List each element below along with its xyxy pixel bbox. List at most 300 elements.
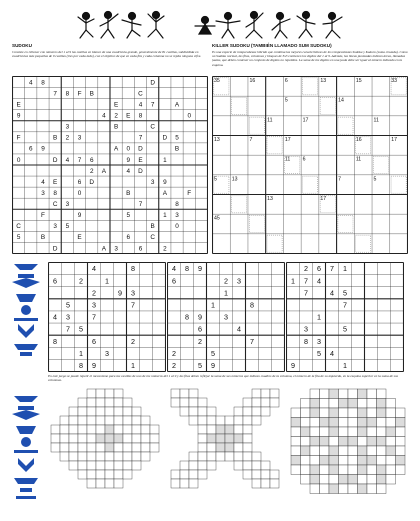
puzzle-cell [377,389,387,399]
grid-cell-value: 3 [65,201,70,209]
grid-cell-value: 4 [29,79,33,87]
puzzle-cell [252,407,261,416]
puzzle-cell [96,416,105,425]
puzzle-cell [367,427,377,437]
puzzle-cell [96,389,105,398]
puzzle-cell [243,452,252,461]
grid-cell-value: 4 [237,324,241,334]
grid-cell-value: B [40,234,46,242]
grid-cell-value: 0 [126,145,131,153]
puzzle-cell [60,425,69,434]
puzzle-cell [96,425,105,434]
puzzle-cell [132,407,141,416]
puzzle-cell [339,475,349,485]
puzzle-cell [301,437,311,447]
puzzle-cell [180,479,189,488]
grid-cell-value: 9 [16,112,21,120]
puzzle-cell [123,470,132,479]
puzzle-cell [78,452,87,461]
puzzle-cell [329,399,339,409]
puzzle-cell [270,479,279,488]
puzzle-cell [78,461,87,470]
grid-cell-value: E [53,178,58,186]
grid-cell-value: 1 [343,264,347,274]
grid-cell-value: F [187,189,192,197]
puzzle-cell [377,484,387,494]
grid-cell-value: 9 [41,145,45,153]
puzzle-cell [386,437,396,447]
ninja-figure-1 [78,13,94,39]
grid-cell-value: 3 [224,312,228,322]
puzzle-cell [367,484,377,494]
puzzle-cell [114,416,123,425]
puzzle-cell [69,461,78,470]
puzzle-cell [132,416,141,425]
puzzle-cell [367,446,377,456]
puzzle-cell [386,465,396,475]
grid-cell-value: A [113,145,119,153]
grid-cell-value: 7 [77,156,82,164]
puzzle-cell [377,465,387,475]
grid-cell-value: C [150,123,155,131]
puzzle-cell [78,398,87,407]
shape-puzzle-left [50,388,160,500]
puzzle-cell [60,416,69,425]
puzzle-cell [270,389,279,398]
puzzle-cell [348,475,358,485]
grid-cell-value: 7 [343,300,347,310]
grid-cell-value: 1 [105,276,109,286]
puzzle-cell [339,484,349,494]
puzzle-cell [252,479,261,488]
puzzle-cell [234,416,243,425]
grid-cell-value: 3 [317,336,321,346]
puzzle-cell [225,434,234,443]
puzzle-cell [198,470,207,479]
grid-cell-value: 2 [224,276,228,286]
puzzle-cell [291,465,301,475]
grid-cell-value: 4 [330,288,334,298]
puzzle-cell [78,425,87,434]
grid-cell-value: 4 [65,156,70,164]
puzzle-cell [329,465,339,475]
puzzle-cell [198,416,207,425]
grid-cell-value: E [126,112,131,120]
puzzle-cell [348,456,358,466]
puzzle-cell [252,452,261,461]
puzzle-cell [301,418,311,428]
grid-cell-value: 2 [172,361,176,371]
puzzle-cell [225,443,234,452]
grid-cell-value: 2 [92,288,96,298]
cage-sum: 7 [338,176,341,183]
puzzle-cell [348,465,358,475]
grid-cell-value: 1 [224,288,228,298]
puzzle-cell [348,484,358,494]
cage-sum: 13 [267,196,273,202]
puzzle-cell [367,456,377,466]
puzzle-cell [216,416,225,425]
grid-cell-value: 7 [330,264,334,274]
puzzle-cell [367,437,377,447]
puzzle-cell [310,437,320,447]
grid-cell-value: 1 [163,156,167,164]
cage-sum: 7 [249,137,253,143]
puzzle-cell [358,475,368,485]
puzzle-cell [396,456,406,466]
grid-cell-value: 0 [175,223,179,231]
puzzle-cell [87,407,96,416]
puzzle-cell [189,461,198,470]
grid-cell-value: 7 [53,90,57,98]
puzzle-cell [329,484,339,494]
grid-cell-value: 4 [41,178,45,186]
cage-sum: 45 [214,215,220,222]
puzzle-cell [386,399,396,409]
puzzle-cell [386,418,396,428]
puzzle-cell [329,427,339,437]
puzzle-cell [291,427,301,437]
grid-cell-value: 2 [198,336,202,346]
grid-cell-value: 6 [172,276,176,286]
grid-cell-value: A [101,167,107,175]
grid-cell-value: 9 [163,178,167,186]
grid-cell-value: D [52,156,58,164]
puzzle-cell [310,427,320,437]
grid-cell-value: 6 [198,324,202,334]
puzzle-cell [78,443,87,452]
grid-cell-value: 3 [105,348,109,358]
puzzle-cell [87,434,96,443]
puzzle-cell [367,399,377,409]
grid-cell-value: 8 [41,79,45,87]
puzzle-cell [180,461,189,470]
puzzle-cell [114,479,123,488]
puzzle-cell [367,389,377,399]
grid-cell-value: D [138,167,143,175]
puzzle-cell [105,398,114,407]
puzzle-cell [320,475,330,485]
grid-cell-value: 6 [317,264,321,274]
puzzle-cell [252,389,261,398]
puzzle-cell [243,407,252,416]
puzzle-cell [234,407,243,416]
grid-cell-value: 4 [317,276,321,286]
grid-cell-value: F [41,212,45,220]
puzzle-cell [252,416,261,425]
puzzle-cell [396,437,406,447]
cage-sum: 13 [320,78,327,84]
grid-cell-value: 3 [41,189,45,197]
puzzle-cell [51,425,60,434]
hex-sudoku-grid [12,76,208,254]
puzzle-cell [320,418,330,428]
puzzle-cell [132,425,141,434]
puzzle-cell [377,475,387,485]
puzzle-cell [123,434,132,443]
cage-sum: 11 [267,117,273,124]
grid-cell-value: 3 [304,324,308,334]
puzzle-cell [189,389,198,398]
puzzle-cell [216,434,225,443]
puzzle-cell [339,408,349,418]
puzzle-cell [123,416,132,425]
grid-cell-value: 7 [150,101,155,109]
puzzle-cell [310,456,320,466]
puzzle-cell [358,456,368,466]
puzzle-cell [301,475,311,485]
grid-cell-value: D [89,178,95,186]
bottom-instructions: En este juego se puede repetir el mecanismo para las casillas de uno de los números del 1 al 9 y las filas deben reflejar la suma de sus números que indican cuadros de la columna, el número de la fila de su izquierda, en la esquina superior en la suma de sus columnas. [48,374,399,383]
grid-cell-value: E [113,101,119,109]
puzzle-cell [141,452,150,461]
puzzle-cell [386,475,396,485]
cage-sum: 5 [373,176,377,183]
puzzle-cell [329,408,339,418]
puzzle-cell [261,407,270,416]
puzzle-cell [243,416,252,425]
puzzle-cell [396,408,406,418]
grid-cell-value: 2 [65,134,70,142]
grid-cell-value: 1 [79,348,83,358]
puzzle-cell [180,407,189,416]
puzzle-cell [114,434,123,443]
grid-cell-value: 8 [250,300,254,310]
puzzle-cell [141,443,150,452]
puzzle-cell [358,484,368,494]
puzzle-cell [105,407,114,416]
grid-cell-value: B [113,123,119,131]
puzzle-cell [69,416,78,425]
puzzle-cell [291,418,301,428]
puzzle-cell [123,452,132,461]
puzzle-cell [216,425,225,434]
puzzle-cell [329,456,339,466]
puzzle-cell [60,443,69,452]
puzzle-cell [329,418,339,428]
grid-cell-value: 5 [211,348,215,358]
puzzle-cell [386,456,396,466]
puzzle-cell [207,461,216,470]
puzzle-cell [339,437,349,447]
sudoku-title: SUDOKU [12,43,32,48]
puzzle-cell [261,389,270,398]
puzzle-cell [171,470,180,479]
grid-cell-value: 9 [92,361,96,371]
grid-cell-value: 8 [53,336,57,346]
grid-cell-value: 8 [53,189,57,197]
grid-cell-value: 2 [172,348,176,358]
puzzle-cell [320,446,330,456]
puzzle-cell [87,416,96,425]
grid-cell-value: 2 [304,264,308,274]
grid-cell-value: 6 [29,145,33,153]
puzzle-cell [243,443,252,452]
puzzle-cell [291,456,301,466]
cage-sum: 5 [284,97,288,104]
grid-cell-value: 9 [118,288,122,298]
grid-cell-value: 9 [198,264,202,274]
puzzle-cell [358,418,368,428]
puzzle-cell [96,470,105,479]
grid-cell-value: 9 [211,361,215,371]
grid-cell-value: A [162,189,167,197]
grid-cell-value: D [138,145,143,153]
grid-cell-value: 8 [175,201,179,209]
puzzle-cell [339,418,349,428]
puzzle-cell [358,437,368,447]
grid-cell-value: 4 [102,112,106,120]
side-decoration-lower [8,392,44,506]
puzzle-cell [320,408,330,418]
grid-cell-value: 2 [79,276,83,286]
puzzle-cell [348,399,358,409]
puzzle-cell [123,461,132,470]
grid-cell-value: 2 [131,336,135,346]
puzzle-cell [348,427,358,437]
puzzle-cell [377,456,387,466]
puzzle-cell [105,389,114,398]
puzzle-cell [132,443,141,452]
puzzle-cell [69,452,78,461]
puzzle-cell [198,461,207,470]
puzzle-cell [367,475,377,485]
puzzle-cell [189,470,198,479]
grid-cell-value: F [77,90,82,98]
puzzle-cell [329,446,339,456]
puzzle-cell [252,398,261,407]
puzzle-cell [87,425,96,434]
puzzle-cell [180,398,189,407]
grid-cell-value: 3 [114,245,118,253]
grid-cell-value: 4 [92,264,96,274]
puzzle-cell [96,407,105,416]
grid-cell-value: 9 [126,156,131,164]
grid-cell-value: 0 [16,156,21,164]
shape-puzzle-middle [170,388,280,500]
puzzle-cell [261,470,270,479]
grid-cell-value: 1 [343,361,347,371]
puzzle-cell [243,398,252,407]
grid-cell-value: 8 [131,264,135,274]
puzzle-cell [87,461,96,470]
puzzle-cell [114,425,123,434]
grid-cell-value: 2 [163,245,167,253]
puzzle-cell [291,408,301,418]
puzzle-cell [207,407,216,416]
cage-sum: 14 [338,97,344,104]
puzzle-cell [198,434,207,443]
grid-cell-value: 5 [79,324,83,334]
killer-title: KILLER SUDOKU (TAMBIÉN LLAMADO SUM SUDOKU) [212,43,332,48]
puzzle-cell [105,425,114,434]
cage-sum: 17 [320,196,327,202]
puzzle-cell [78,470,87,479]
grid-cell-value: 5 [66,300,70,310]
puzzle-cell [291,446,301,456]
puzzle-cell [105,452,114,461]
puzzle-cell [87,470,96,479]
puzzle-cell [114,407,123,416]
puzzle-cell [60,452,69,461]
puzzle-cell [69,434,78,443]
puzzle-cell [320,456,330,466]
puzzle-cell [96,398,105,407]
puzzle-cell [171,398,180,407]
puzzle-cell [207,452,216,461]
grid-cell-value: 6 [92,336,96,346]
puzzle-cell [87,479,96,488]
puzzle-cell [348,418,358,428]
puzzle-cell [348,389,358,399]
grid-cell-value: B [53,134,58,142]
puzzle-cell [396,418,406,428]
puzzle-cell [123,407,132,416]
title-banner [70,6,360,40]
puzzle-cell [198,407,207,416]
grid-cell-value: B [150,223,155,231]
puzzle-cell [310,484,320,494]
cage-sum: 6 [284,78,288,84]
puzzle-cell [123,398,132,407]
grid-cell-value: 8 [138,112,143,120]
grid-cell-value: 6 [138,245,143,253]
puzzle-cell [386,446,396,456]
puzzle-cell [78,407,87,416]
cage-sum: 11 [355,156,362,163]
puzzle-cell [87,389,96,398]
cage-sum: 16 [249,78,256,84]
grid-cell-value: B [89,90,94,98]
puzzle-cell [189,407,198,416]
grid-cell-value: 0 [187,112,191,120]
shape-puzzle-right [290,388,406,500]
cage-sum: 13 [214,137,220,143]
puzzle-cell [180,470,189,479]
puzzle-cell [207,425,216,434]
grid-cell-value: 3 [66,312,70,322]
puzzle-cell [123,425,132,434]
cage-sum: 6 [302,156,306,163]
grid-cell-value: 8 [304,336,308,346]
grid-cell-value: 7 [138,134,143,142]
grid-cell-value: E [77,234,82,242]
puzzle-cell [114,389,123,398]
puzzle-cell [367,465,377,475]
puzzle-cell [114,452,123,461]
grid-cell-value: 5 [317,348,321,358]
puzzle-cell [320,437,330,447]
grid-cell-value: 1 [211,300,215,310]
puzzle-cell [96,443,105,452]
puzzle-cell [198,398,207,407]
puzzle-cell [310,389,320,399]
grid-cell-value: 5 [175,134,179,142]
puzzle-cell [225,425,234,434]
grid-cell-value: 1 [131,361,135,371]
puzzle-cell [243,425,252,434]
puzzle-cell [234,461,243,470]
side-decoration-upper [8,258,44,360]
grid-cell-value: 2 [89,167,94,175]
grid-cell-value: 2 [114,112,118,120]
puzzle-cell [339,465,349,475]
puzzle-cell [141,434,150,443]
puzzle-cell [339,427,349,437]
puzzle-cell [377,437,387,447]
cage-sum: 35 [214,78,220,84]
puzzle-cell [329,389,339,399]
